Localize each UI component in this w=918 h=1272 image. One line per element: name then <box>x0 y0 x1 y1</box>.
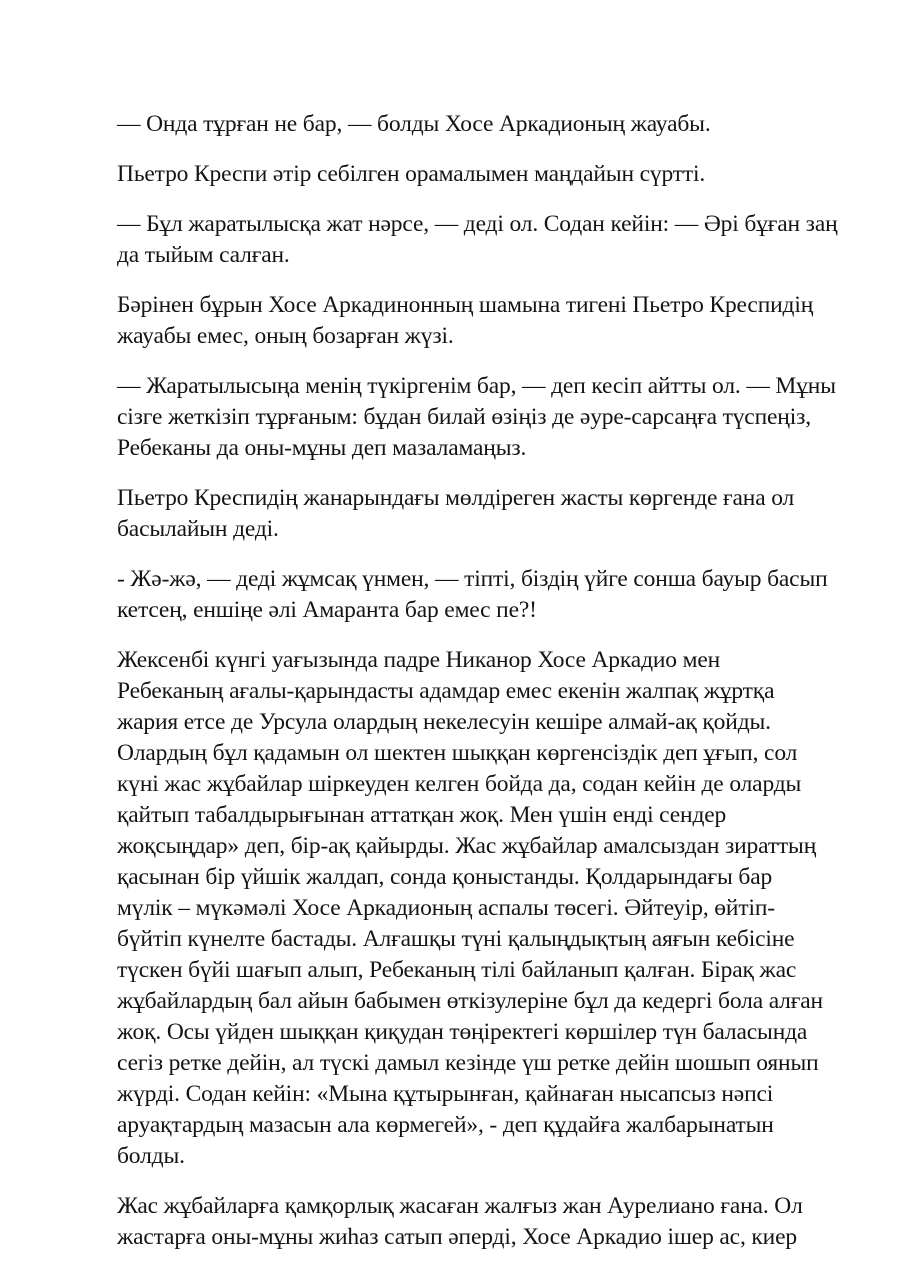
text-line: жоқсыңдар» деп, бір-ақ қайырды. Жас жұбайлар амалсыздан зираттың <box>117 833 817 859</box>
text-line: — Бұл жаратылысқа жат нәрсе, — деді ол. Содан кейін: — Әрі бұған заң <box>117 211 838 237</box>
paragraph-8 <box>117 645 823 1172</box>
text-line: жастарға оны-мұны жиһаз сатып әперді, Хосе Аркадио ішер ас, киер <box>117 1224 797 1250</box>
text-line: қайтып табалдырығынан аттатқан жоқ. Мен үшін енді сендер <box>117 802 727 828</box>
text-line: Пьетро Креспидің жанарындағы мөлдіреген жасты көргенде ғана ол <box>117 485 795 511</box>
text-line: болды. <box>117 1143 185 1169</box>
paragraph-5 <box>117 371 836 464</box>
text-line: кетсең, еншіңе әлі Амаранта бар емес пе?! <box>117 597 537 623</box>
text-line: қасынан бір үйшік жалдап, сонда қоныстанды. Қолдарындағы бар <box>117 864 773 890</box>
text-line: Пьетро Креспи әтір себілген орамалымен маңдайын сүртті. <box>117 161 706 187</box>
paragraph-9 <box>117 1191 817 1253</box>
text-line: Жексенбі күнгі уағызында падре Никанор Хосе Аркадио мен <box>117 647 721 673</box>
paragraph-6 <box>117 483 817 545</box>
text-line: мүлік – мүкәмәлі Хосе Аркадионың аспалы төсегі. Әйтеуір, өйтіп- <box>117 895 775 921</box>
paragraph-7 <box>117 564 828 626</box>
text-line: аруақтардың мазасын ала көрмегей», - деп құдайға жалбарынатын <box>117 1112 774 1138</box>
text-line: Бәрінен бұрын Хосе Аркадинонның шамына тигені Пьетро Креспидің <box>117 292 814 318</box>
text-line: басылайын деді. <box>117 516 279 542</box>
paragraph-1 <box>117 109 817 140</box>
text-line: түскен бүйі шағып алып, Ребеканың тілі байланып қалған. Бірақ жас <box>117 957 797 983</box>
paragraph-4 <box>117 290 817 352</box>
text-line: жұбайлардың бал айын бабымен өткізулеріне бұл да кедергі бола алған <box>117 988 823 1014</box>
text-line: да тыйым салған. <box>117 242 290 268</box>
text-line: сегіз ретке дейін, ал түскі дамыл кезінде үш ретке дейін шошып оянып <box>117 1050 819 1076</box>
text-line: — Жаратылысыңа менің түкіргенім бар, — деп кесіп айтты ол. — Мұны <box>117 373 836 399</box>
paragraph-2 <box>117 159 817 190</box>
text-line: — Онда тұрған не бар, — болды Хосе Аркадионың жауабы. <box>117 111 711 137</box>
paragraph-3 <box>117 209 838 271</box>
text-line: жария етсе де Урсула олардың некелесуін кешіре алмай-ақ қойды. <box>117 709 771 735</box>
text-line: Ребеканың ағалы-қарындасты адамдар емес екенін жалпақ жұртқа <box>117 678 775 704</box>
text-line: - Жә-жә, — деді жұмсақ үнмен, — тіпті, біздің үйге сонша бауыр басып <box>117 566 828 592</box>
text-line: Жас жұбайларға қамқорлық жасаған жалғыз жан Аурелиано ғана. Ол <box>117 1193 803 1219</box>
text-line: жоқ. Осы үйден шыққан қиқудан төңіректегі көршілер түн баласында <box>117 1019 808 1045</box>
text-line: күні жас жұбайлар шіркеуден келген бойда да, содан кейін де оларды <box>117 771 802 797</box>
text-line: бүйтіп күнелте бастады. Алғашқы түні қалыңдықтың аяғын кебісіне <box>117 926 795 952</box>
document-page <box>117 109 838 1272</box>
text-line: Ребеканы да оны-мұны деп мазаламаңыз. <box>117 435 527 461</box>
text-line: сізге жеткізіп тұрғаным: бұдан билай өзіңіз де әуре-сарсаңға түспеңіз, <box>117 404 811 430</box>
text-line: жауабы емес, оның бозарған жүзі. <box>117 323 454 349</box>
text-line: Олардың бұл қадамын ол шектен шыққан көргенсіздік деп ұғып, сол <box>117 740 798 766</box>
text-line: жүрді. Содан кейін: «Мына құтырынған, қайнаған нысапсыз нәпсі <box>117 1081 774 1107</box>
